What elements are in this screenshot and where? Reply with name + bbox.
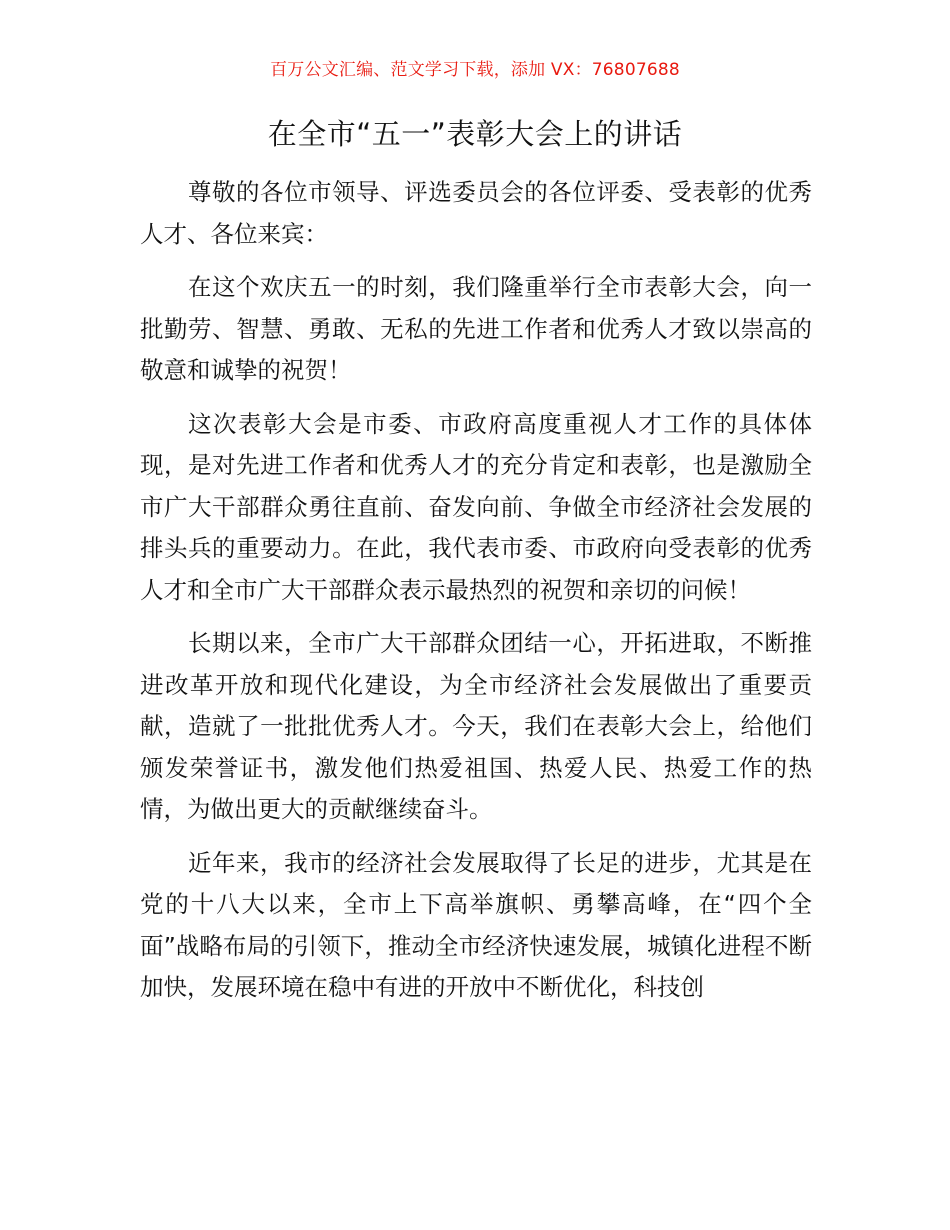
body-paragraph-4: 近年来，我市的经济社会发展取得了长足的进步，尤其是在党的十八大以来，全市上下高举旗帜、勇攀高峰，在“四个全面”战略布局的引领下，推动全市经济快速发展，城镇化进程不断加快，发展环境在稳中有进的开放中不断优化，科技创 bbox=[140, 848, 812, 1001]
salutation-paragraph: 尊敬的各位市领导、评选委员会的各位评委、受表彰的优秀人才、各位来宾： bbox=[140, 178, 812, 248]
page-title: 在全市“五一”表彰大会上的讲话 bbox=[267, 117, 683, 151]
body-paragraph-2: 这次表彰大会是市委、市政府高度重视人才工作的具体体现，是对先进工作者和优秀人才的充分肯定和表彰，也是激励全市广大干部群众勇往直前、奋发向前、争做全市经济社会发展的排头兵的重要动力。在此，我代表市委、市政府向受表彰的优秀人才和全市广大干部群众表示最热烈的祝贺和亲切的问候！ bbox=[140, 409, 812, 604]
body-paragraph-1: 在这个欢庆五一的时刻，我们隆重举行全市表彰大会，向一批勤劳、智慧、勇敢、无私的先进工作者和优秀人才致以崇高的敬意和诚挚的祝贺！ bbox=[140, 273, 812, 384]
header-watermark-note: 百万公文汇编、范文学习下载，添加 VX：76807688 bbox=[270, 60, 680, 80]
document-body bbox=[140, 172, 812, 1021]
body-paragraph-3: 长期以来，全市广大干部群众团结一心，开拓进取，不断推进改革开放和现代化建设，为全市经济社会发展做出了重要贡献，造就了一批批优秀人才。今天，我们在表彰大会上，给他们颁发荣誉证书，激发他们热爱祖国、热爱人民、热爱工作的热情，为做出更大的贡献继续奋斗。 bbox=[140, 629, 812, 823]
